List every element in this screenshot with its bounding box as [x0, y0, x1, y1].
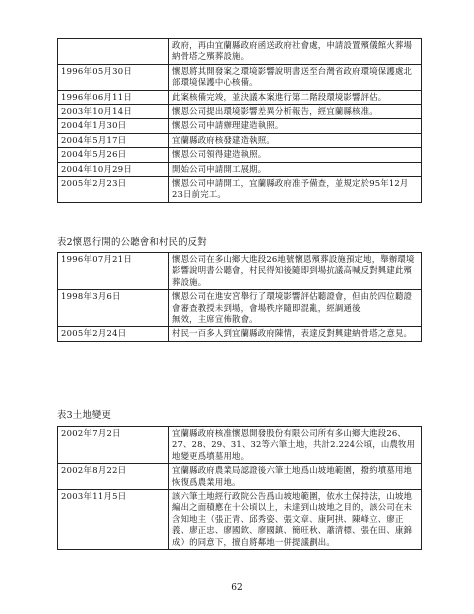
date-cell: 1996年05月30日 [58, 64, 169, 90]
event-cell: 此案核備完竣，並決議本案進行第二階段環境影響評估。 [169, 90, 422, 104]
date-cell: 2004年5月17日 [58, 133, 169, 147]
date-cell: 2003年10月14日 [58, 105, 169, 119]
page-number: 62 [231, 583, 243, 593]
table-row [58, 464, 422, 490]
date-cell [58, 39, 169, 65]
event-cell: 宜蘭縣政府核准懷恩開發股份有限公司所有多山鄉大進段26、27、28、29、31、32等六筆土地，共計2.224公頃，山農牧用地變更爲墳墓用地。 [169, 427, 422, 464]
event-cell: 懷恩將其開發案之環境影響說明書送至台灣省政府環境保護處北部環境保護中心核備。 [169, 64, 422, 90]
date-cell: 2002年7月2日 [58, 427, 169, 464]
table-row [58, 253, 422, 290]
table-row [58, 64, 422, 90]
table-row [58, 39, 422, 65]
timeline-table-2 [57, 252, 422, 342]
date-cell: 2004年10月29日 [58, 162, 169, 176]
event-cell: 村民一百多人到宜蘭縣政府陳情，表達反對興建納骨塔之意見。 [169, 327, 422, 341]
date-cell: 2004年1月30日 [58, 119, 169, 133]
event-cell: 懷恩公司在多山鄉大進段26地號懷恩殯葬設施預定地，舉辦環境影響說明書公聽會，村民得知後隨即到場抗議高喊反對興建此殯葬設施。 [169, 253, 422, 290]
table-caption-2: 表2懷恩行開的公聽會和村民的反對 [57, 237, 207, 248]
table-row [58, 119, 422, 133]
date-cell: 2004年5月26日 [58, 148, 169, 162]
table-row [58, 90, 422, 104]
event-cell: 政府，再由宜蘭縣政府函送政府社會處，申請設置殯儀館火葬場納骨塔之殯葬設施。 [169, 39, 422, 65]
event-cell: 宜蘭縣政府農業局認證後六筆土地爲山坡地範圍，撥約墳墓用地恢復爲農業用地。 [169, 464, 422, 490]
event-cell: 懷恩公司領得建造執照。 [169, 148, 422, 162]
table-row [58, 162, 422, 176]
table-row [58, 290, 422, 327]
date-cell: 1996年07月21日 [58, 253, 169, 290]
date-cell: 2003年11月5日 [58, 490, 169, 550]
table-row [58, 490, 422, 550]
event-cell: 宜蘭縣政府核發建造執照。 [169, 133, 422, 147]
timeline-table-3 [57, 426, 422, 550]
date-cell: 2005年2月24日 [58, 327, 169, 341]
timeline-table-1 [57, 38, 422, 203]
table-row [58, 148, 422, 162]
event-cell: 懷恩公司申請開工，宜蘭縣政府准予備查，並規定於95年12月23日前完工。 [169, 177, 422, 203]
date-cell: 1998年3月6日 [58, 290, 169, 327]
event-cell: 懷恩公司申請辦理建造執照。 [169, 119, 422, 133]
date-cell: 2005年2月23日 [58, 177, 169, 203]
table-row [58, 133, 422, 147]
event-cell: 懷恩公司在進安宮舉行了環境影響評估聽證會，但由於四位聽證會審查教授未到場，會場秩序隨即混亂，經調通後 無效，主席宣佈散會。 [169, 290, 422, 327]
date-cell: 1996年06月11日 [58, 90, 169, 104]
event-cell: 開始公司申請開工展期。 [169, 162, 422, 176]
table-row [58, 177, 422, 203]
date-cell: 2002年8月22日 [58, 464, 169, 490]
table-row [58, 327, 422, 341]
table-row [58, 105, 422, 119]
table-row [58, 427, 422, 464]
table-caption-3: 表3土地變更 [57, 410, 112, 421]
event-cell: 懷恩公司提出環境影響差異分析報告，經宜蘭縣核准。 [169, 105, 422, 119]
event-cell: 該六筆土地經行政院公告爲山坡地範圍，依水土保持法，山坡地編出之面積應在十公頃以上，未達到山坡地之目的，該公司在未含知地主（張正青、邱秀姿、張文章、康阿拱、陳峰立、廖正義、廖正忠、廖國欽、廖國鎮、簡旺秋、蕭清標、張在田、康錦成）的同意下，擅自將鄰地一併提議劃出。 [169, 490, 422, 550]
